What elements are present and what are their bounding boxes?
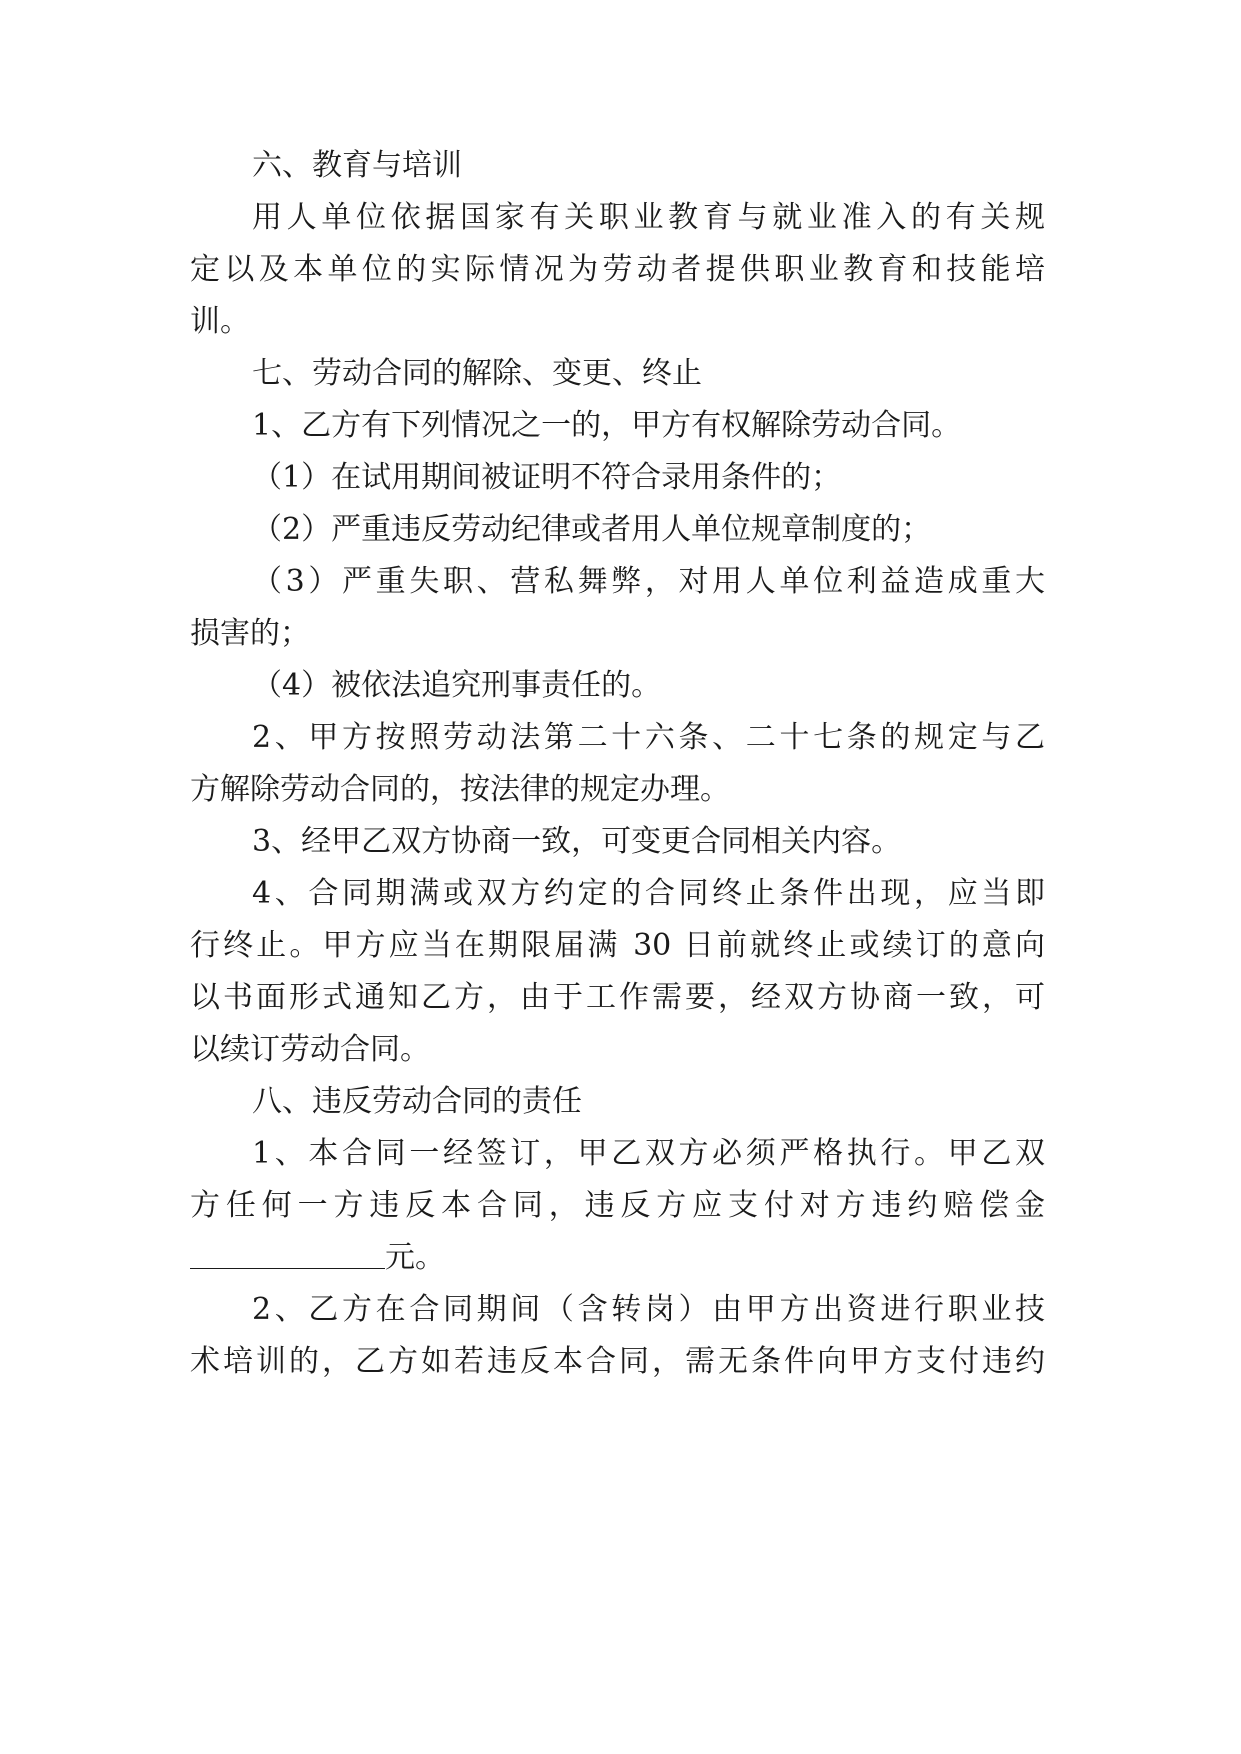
clause-line: 以续订劳动合同。 xyxy=(190,1032,430,1067)
section-heading-termination: 七、劳动合同的解除、变更、终止 xyxy=(252,356,702,391)
paragraph-line: 训。 xyxy=(190,304,250,339)
clause-line-with-blank xyxy=(190,1233,1045,1283)
sub-clause-line: 损害的； xyxy=(190,616,310,651)
sub-clause-line: （4）被依法追究刑事责任的。 xyxy=(252,668,662,703)
clause-line: 1、本合同一经签订，甲乙双方必须严格执行。甲乙双 xyxy=(252,1136,1045,1171)
paragraph-line: 用人单位依据国家有关职业教育与就业准入的有关规 xyxy=(252,200,1045,235)
clause-line: 方任何一方违反本合同，违反方应支付对方违约赔偿金 xyxy=(190,1188,1045,1223)
sub-clause-line: （3）严重失职、营私舞弊，对用人单位利益造成重大 xyxy=(252,564,1045,599)
clause-line: 以书面形式通知乙方，由于工作需要，经双方协商一致，可 xyxy=(190,980,1045,1015)
clause-line: 4、合同期满或双方约定的合同终止条件出现，应当即 xyxy=(252,876,1045,911)
section-heading-education: 六、教育与培训 xyxy=(252,148,462,183)
section-heading-liability: 八、违反劳动合同的责任 xyxy=(252,1084,582,1119)
paragraph-line: 定以及本单位的实际情况为劳动者提供职业教育和技能培 xyxy=(190,252,1045,287)
clause-line: 1、乙方有下列情况之一的，甲方有权解除劳动合同。 xyxy=(252,408,962,443)
amount-unit: 元。 xyxy=(385,1240,445,1275)
clause-line: 3、经甲乙双方协商一致，可变更合同相关内容。 xyxy=(252,824,902,859)
clause-line: 行终止。甲方应当在期限届满 30 日前就终止或续订的意向 xyxy=(190,928,1045,963)
clause-line: 方解除劳动合同的，按法律的规定办理。 xyxy=(190,772,730,807)
amount-blank-field[interactable] xyxy=(190,1238,385,1269)
clause-line: 术培训的，乙方如若违反本合同，需无条件向甲方支付违约 xyxy=(190,1344,1045,1379)
clause-line: 2、甲方按照劳动法第二十六条、二十七条的规定与乙 xyxy=(252,720,1045,755)
clause-line: 2、乙方在合同期间（含转岗）由甲方出资进行职业技 xyxy=(252,1292,1045,1327)
sub-clause-line: （1）在试用期间被证明不符合录用条件的； xyxy=(252,460,842,495)
sub-clause-line: （2）严重违反劳动纪律或者用人单位规章制度的； xyxy=(252,512,932,547)
